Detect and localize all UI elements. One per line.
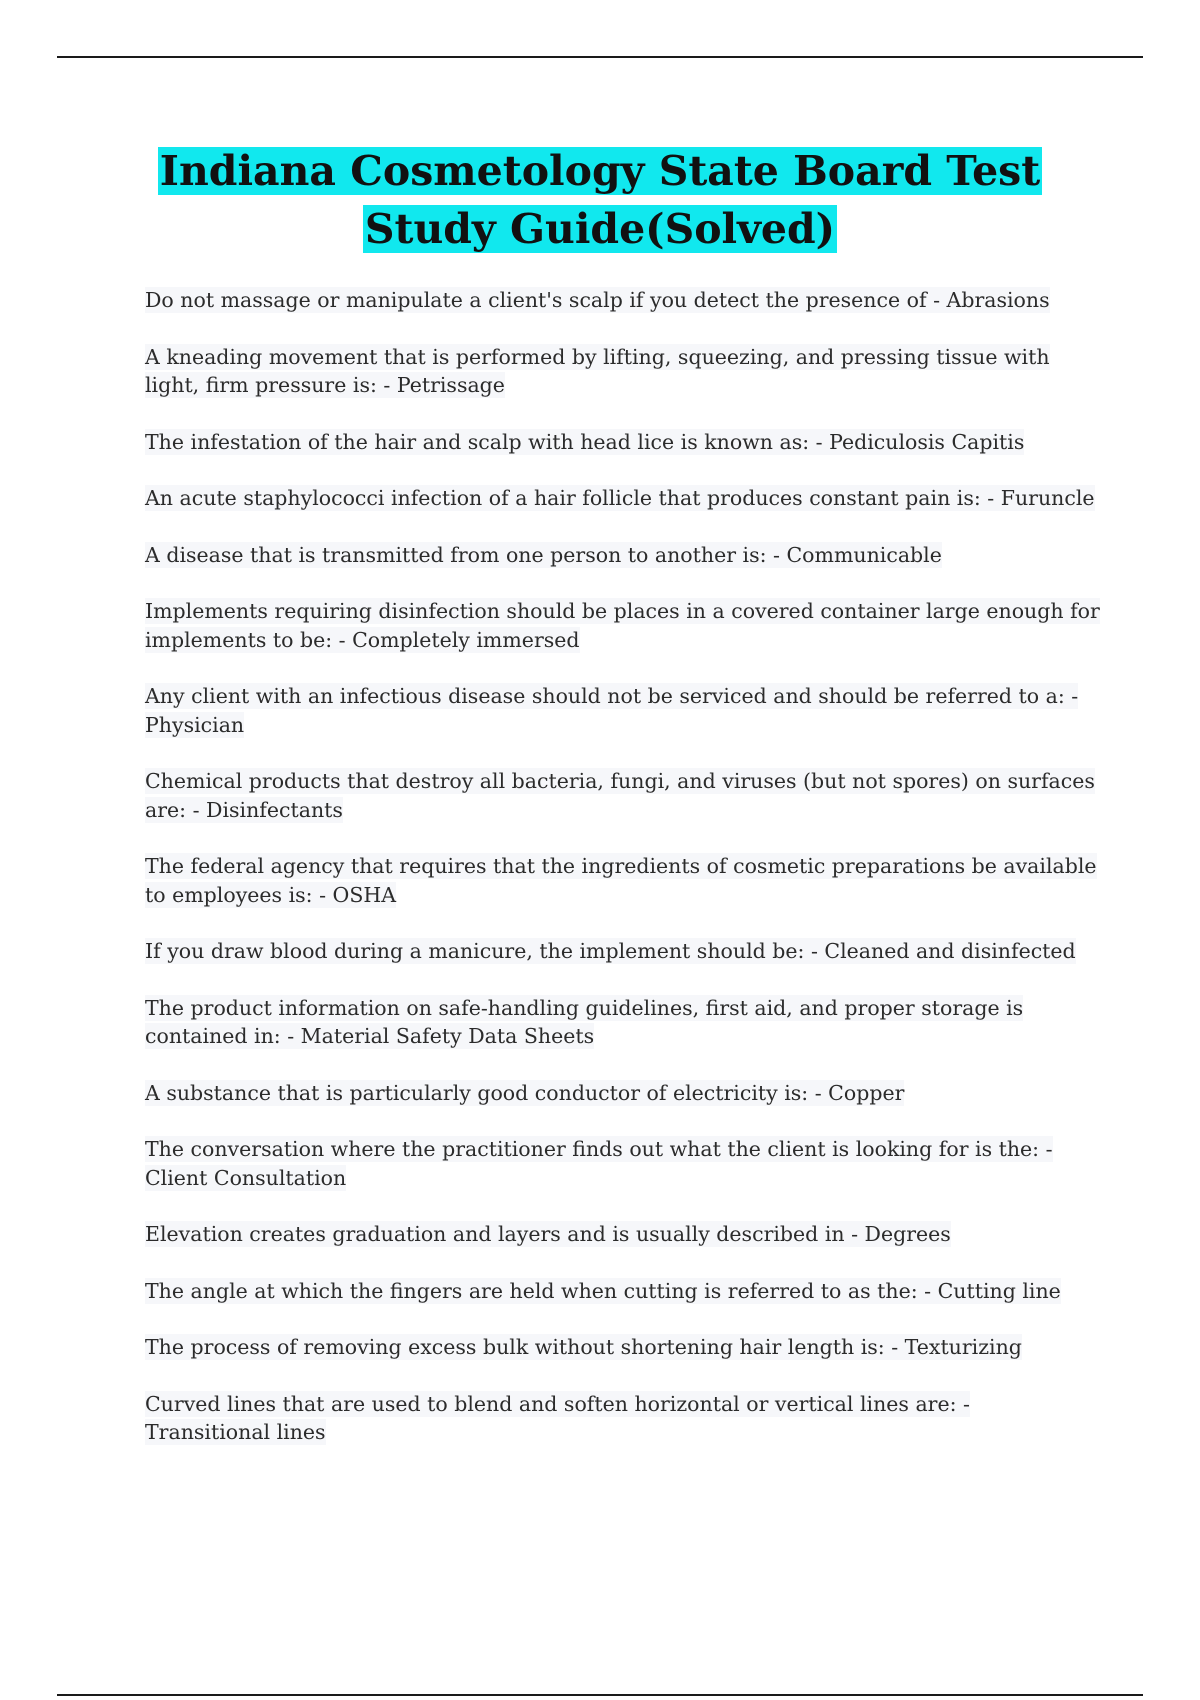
qa-text: Chemical products that destroy all bacteria, fungi, and viruses (but not spores) on surfaces are: - Disinfectants — [145, 769, 1095, 822]
qa-text: Do not massage or manipulate a client's scalp if you detect the presence of - Abrasions — [145, 288, 1050, 312]
top-rule — [57, 56, 1143, 58]
qa-text: If you draw blood during a manicure, the implement should be: - Cleaned and disinfected — [145, 939, 1076, 963]
qa-item — [145, 343, 1100, 400]
qa-item — [145, 1390, 1100, 1447]
qa-item — [145, 1220, 1100, 1249]
qa-text: The process of removing excess bulk without shortening hair length is: - Texturizing — [145, 1335, 1022, 1359]
qa-text: Any client with an infectious disease should not be serviced and should be referred to a: - Physician — [145, 684, 1079, 737]
qa-text: Curved lines that are used to blend and soften horizontal or vertical lines are: - Transitional lines — [145, 1391, 970, 1444]
qa-text: An acute staphylococci infection of a hair follicle that produces constant pain is: - Furuncle — [145, 486, 1095, 510]
document-title — [80, 142, 1120, 258]
qa-item — [145, 1135, 1100, 1192]
qa-item — [145, 1079, 1100, 1108]
qa-text: The product information on safe-handling guidelines, first aid, and proper storage is contained in: - Material Safety Data Sheets — [145, 995, 1024, 1048]
qa-text: The infestation of the hair and scalp with head lice is known as: - Pediculosis Capitis — [145, 429, 1025, 454]
qa-list — [145, 286, 1100, 1475]
qa-item — [145, 286, 1100, 315]
qa-item — [145, 682, 1100, 739]
qa-item — [145, 937, 1100, 966]
qa-text: A disease that is transmitted from one person to another is: - Communicable — [145, 542, 942, 567]
bottom-rule — [57, 1694, 1143, 1696]
qa-text: A substance that is particularly good conductor of electricity is: - Copper — [145, 1080, 905, 1105]
qa-item — [145, 541, 1100, 570]
qa-item — [145, 597, 1100, 654]
title-line-1: Indiana Cosmetology State Board Test — [159, 147, 1041, 195]
qa-item — [145, 1333, 1100, 1362]
qa-item — [145, 767, 1100, 824]
qa-item — [145, 428, 1100, 457]
qa-item — [145, 852, 1100, 909]
qa-text: The angle at which the fingers are held when cutting is referred to as the: - Cutting line — [145, 1278, 1061, 1303]
qa-text: Implements requiring disinfection should be places in a covered container large enough for implements to be: - Completely immersed — [145, 599, 1100, 652]
qa-item — [145, 994, 1100, 1051]
qa-text: A kneading movement that is performed by lifting, squeezing, and pressing tissue with light, firm pressure is: - Petrissage — [145, 344, 1050, 397]
qa-text: The federal agency that requires that the ingredients of cosmetic preparations be available to employees is: - OSHA — [145, 854, 1097, 907]
qa-item — [145, 1277, 1100, 1306]
qa-item — [145, 484, 1100, 513]
qa-text: The conversation where the practitioner finds out what the client is looking for is the: - Client Consultation — [145, 1137, 1053, 1190]
title-line-2: Study Guide(Solved) — [364, 205, 836, 253]
qa-text: Elevation creates graduation and layers and is usually described in - Degrees — [145, 1222, 951, 1246]
